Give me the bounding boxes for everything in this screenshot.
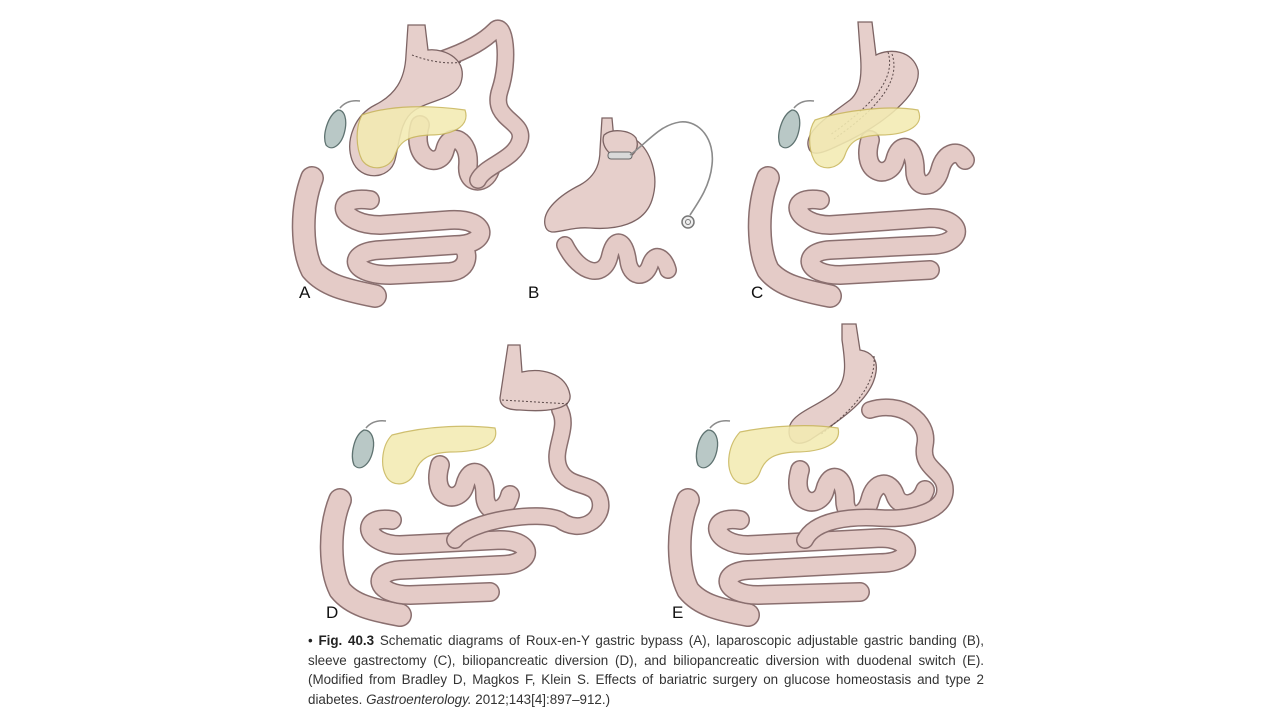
caption-figure-number: Fig. 40.3: [318, 633, 375, 648]
panel-b-label: B: [528, 283, 540, 302]
panel-a-gallbladder: [325, 110, 346, 148]
panel-a-roux-en-y-diagram: [299, 25, 520, 302]
panel-d-gallbladder: [352, 430, 373, 468]
caption-bullet: •: [308, 633, 313, 648]
figure-caption: [308, 631, 984, 709]
panel-c-gallbladder: [779, 110, 800, 148]
panel-b-band: [608, 152, 632, 159]
caption-text: Schematic diagrams of Roux-en-Y gastric bypass (A), laparoscopic adjustable gastric banding (B), sleeve gastrectomy (C), biliopancreatic diversion (D), and biliopancreatic diversion with duodenal switch (E). (Modified from Bradley D, Magkos F, Klein S. Effects of bariatric surgery on glucose homeostasis and type 2 diabetes.: [308, 633, 984, 707]
panel-e-duodenal-switch-diagram: [672, 324, 945, 622]
panel-a-label: A: [299, 283, 311, 302]
panel-e-gallbladder: [696, 430, 717, 468]
panel-c-sleeve-gastrectomy-diagram: [751, 22, 965, 302]
panel-b-gastric-band-diagram: [528, 118, 712, 302]
panel-b-stomach: [545, 118, 655, 232]
panel-d-label: D: [326, 603, 339, 622]
caption-citation: 2012;143[4]:897–912.): [475, 691, 611, 707]
panel-d-biliopancreatic-diversion-diagram: [326, 345, 601, 622]
panel-e-label: E: [672, 603, 684, 622]
panel-b-port: [682, 216, 694, 228]
panel-c-label: C: [751, 283, 764, 302]
caption-journal: Gastroenterology.: [366, 691, 472, 707]
